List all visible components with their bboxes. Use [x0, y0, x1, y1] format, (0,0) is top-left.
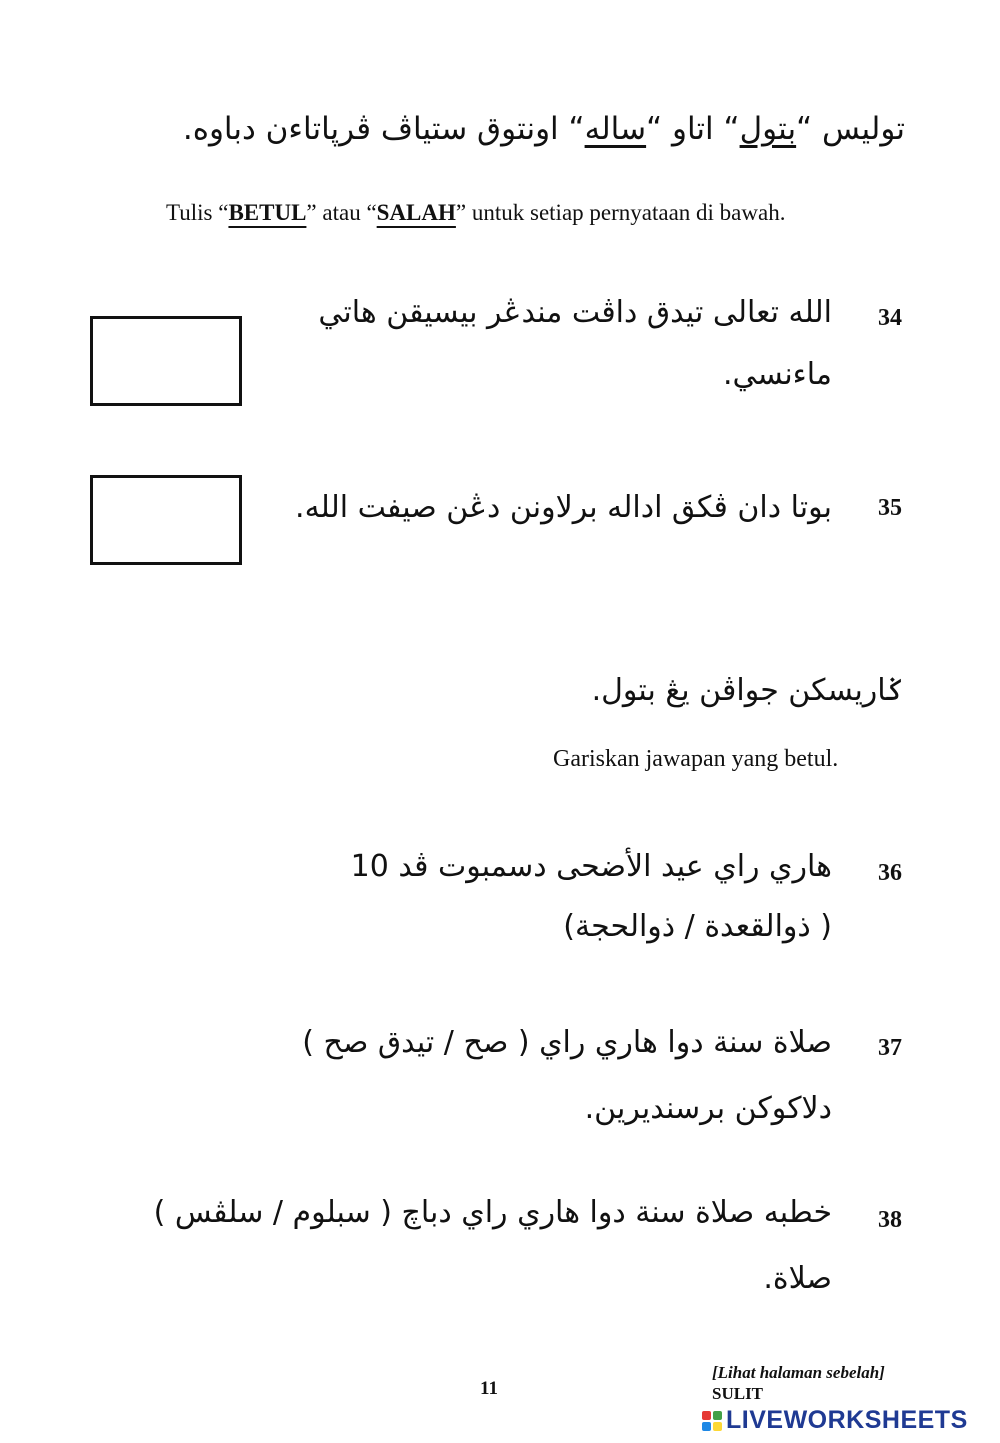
answer-input-34[interactable] — [93, 319, 243, 405]
instruction1-jawi — [183, 108, 905, 151]
question-37-number: 37 — [878, 1035, 902, 1061]
answer-box-35[interactable] — [90, 475, 242, 565]
question-34-line1: الله تعالى تيدق داڤت مندڠر بيسيقن هاتي — [318, 295, 832, 330]
question-34-number: 34 — [878, 305, 902, 331]
instruction1-jawi-salah: ساله — [584, 111, 647, 147]
liveworksheets-brand: LIVEWORKSHEETS — [726, 1406, 968, 1434]
instruction1-jawi-betul: بتول — [739, 111, 797, 147]
instruction1-rumi — [166, 200, 785, 226]
question-36-options[interactable]: ( ذوالقعدة / ذوالحجة) — [563, 909, 832, 944]
instruction1-rumi-salah: SALAH — [376, 200, 456, 225]
question-36-line1: هاري راي عيد الأضحى دسمبوت ڤد 10 — [350, 849, 832, 884]
liveworksheets-logo[interactable] — [702, 1406, 968, 1435]
question-38-line2: صلاة. — [763, 1261, 832, 1296]
answer-input-35[interactable] — [93, 478, 243, 564]
instruction2-jawi: ݢاريسكن جواڤن يڠ بتول. — [591, 673, 904, 708]
question-38-number: 38 — [878, 1207, 902, 1233]
instruction1-jawi-suffix: “ اونتوق ستياڤ ڤرڽاتاءن دباوه. — [182, 111, 585, 147]
classification-label: SULIT — [712, 1384, 764, 1403]
question-35-number: 35 — [878, 495, 902, 521]
instruction2-rumi: Gariskan jawapan yang betul. — [553, 746, 839, 772]
question-38-options[interactable]: خطبه صلاة سنة دوا هاري راي دباچ ( سبلوم / سلڤس ) — [153, 1195, 832, 1230]
instruction1-rumi-prefix: Tulis “ — [166, 200, 229, 225]
question-35-line1: بوتا دان ڤكق اداله برلاونن دڠن صيفت الله. — [295, 490, 832, 525]
instruction1-jawi-prefix: توليس “ — [796, 111, 905, 147]
question-37-options[interactable]: صلاة سنة دوا هاري راي ( صح / تيدق صح ) — [302, 1025, 832, 1060]
question-34-line2: ماءنسي. — [723, 357, 832, 392]
instruction1-rumi-suffix: ” untuk setiap pernyataan di bawah. — [455, 200, 786, 225]
question-36-number: 36 — [878, 860, 902, 886]
instruction1-rumi-betul: BETUL — [228, 200, 307, 225]
answer-box-34[interactable] — [90, 316, 242, 406]
question-37-line2: دلاكوكن برسنديرين. — [584, 1091, 832, 1126]
instruction1-rumi-mid: ” atau “ — [306, 200, 377, 225]
instruction1-jawi-mid: “ اتاو “ — [646, 111, 740, 147]
next-page-note: [Lihat halaman sebelah] — [712, 1363, 885, 1382]
liveworksheets-logo-icon — [702, 1411, 722, 1431]
page-number: 11 — [480, 1378, 498, 1399]
